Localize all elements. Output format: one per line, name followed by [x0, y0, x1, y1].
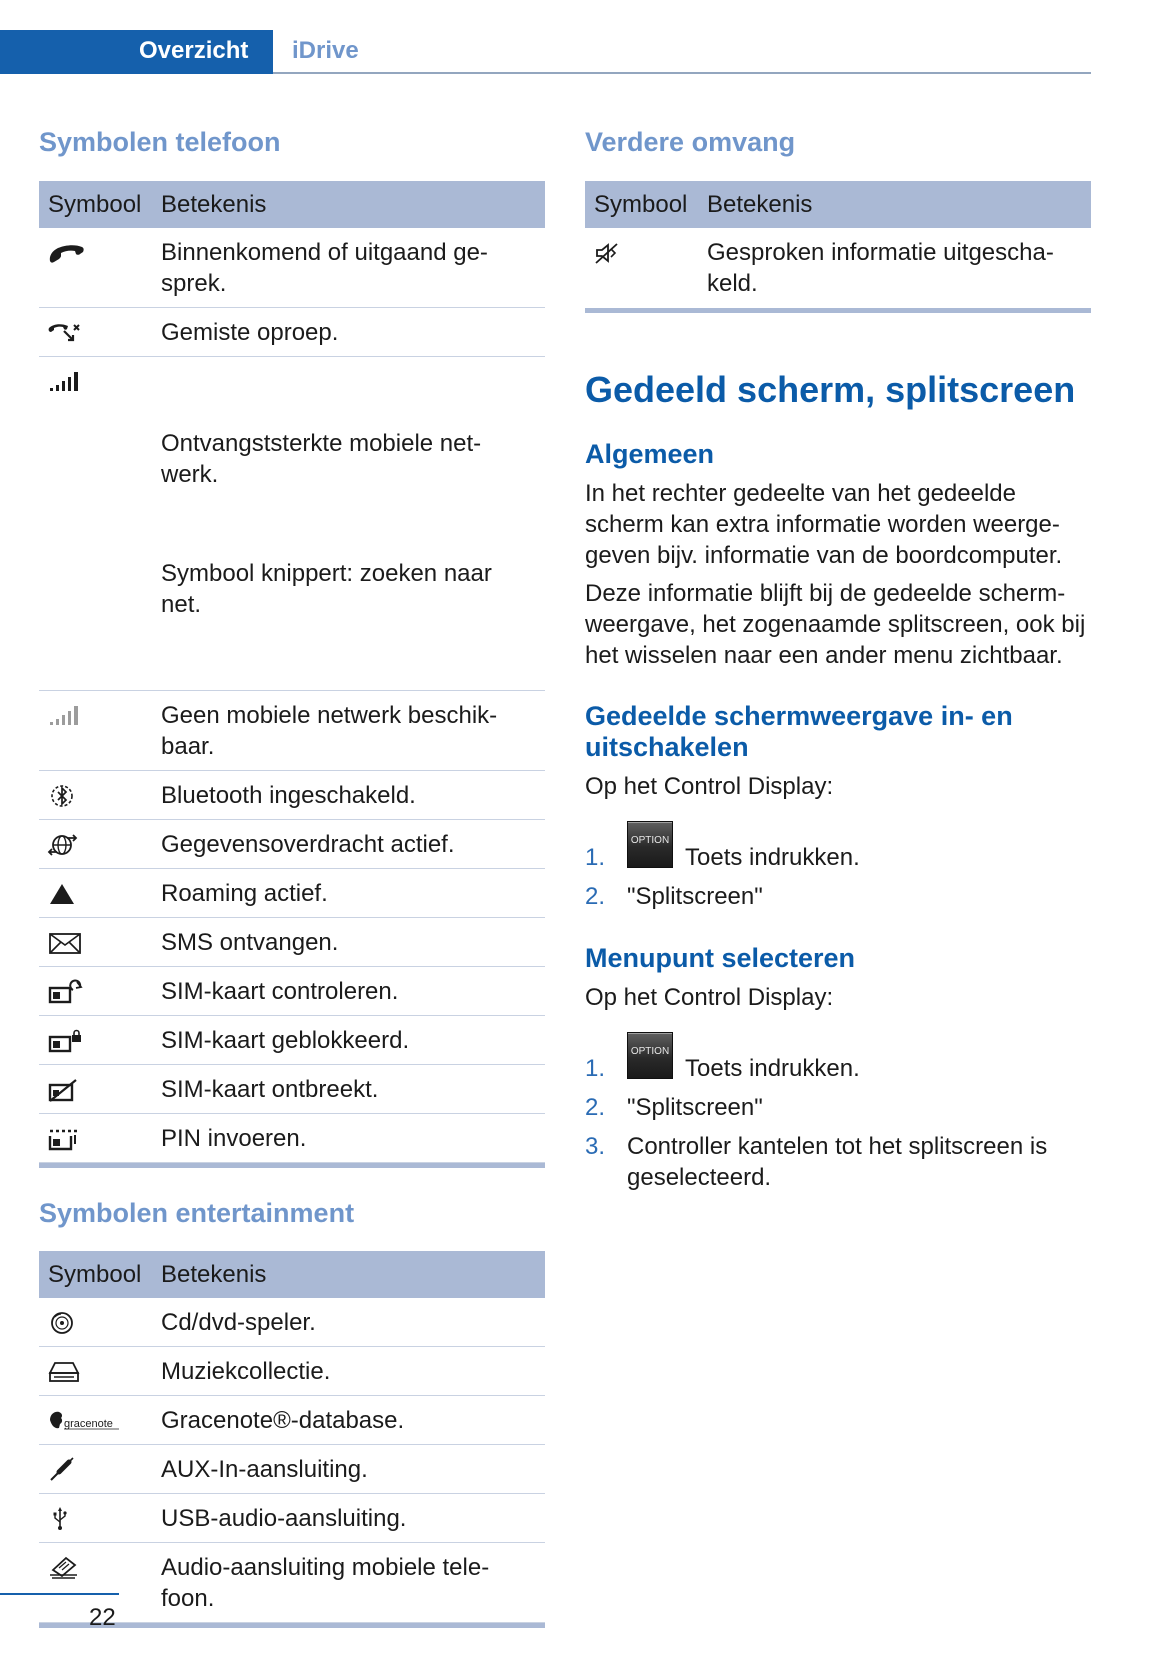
phone-symbols-table — [39, 181, 545, 1168]
table-row — [39, 357, 545, 691]
signal-strength-icon — [47, 369, 87, 395]
step-text: Toets indrukken. — [685, 1055, 860, 1082]
table-end-rule — [39, 1163, 545, 1168]
meaning-cell: Roaming actief. — [161, 880, 328, 907]
meaning-cell: PIN invoeren. — [161, 1125, 307, 1152]
meaning-cell: Audio-aansluiting mobiele tele- foon. — [161, 1554, 490, 1612]
step-text: Toets indrukken. — [685, 844, 860, 871]
symbol-cell — [39, 1405, 161, 1436]
symbol-cell — [39, 1503, 161, 1534]
table-header — [585, 181, 1091, 228]
table-row — [39, 820, 545, 869]
extra-scope-table — [585, 181, 1091, 313]
entertainment-symbols-heading: Symbolen entertainment — [39, 1198, 355, 1228]
step-number: 3. — [585, 1133, 606, 1160]
column-header-symbol: Symbool — [48, 1260, 142, 1288]
usb-icon — [47, 1506, 87, 1532]
list-item — [585, 881, 1105, 912]
symbol-cell — [39, 1123, 161, 1154]
meaning-cell: SIM-kaart geblokkeerd. — [161, 1027, 410, 1054]
toggle-steps — [585, 821, 1105, 912]
meaning-text: Ontvangststerkte mobiele net- werk. — [161, 430, 482, 488]
meaning-cell: SIM-kaart controleren. — [161, 978, 399, 1005]
table-row — [39, 1347, 545, 1396]
toggle-heading: Gedeelde schermweergave in- en uitschakelen — [585, 701, 1013, 762]
speech-output-off-icon — [593, 240, 633, 266]
table-row — [39, 1396, 545, 1445]
select-heading: Menupunt selecteren — [585, 943, 856, 973]
toggle-intro: Op het Control Display: — [585, 773, 834, 800]
symbol-cell — [39, 1074, 161, 1105]
meaning-cell: Gesproken informatie uitgescha- keld. — [707, 239, 1054, 297]
roaming-icon — [47, 881, 87, 907]
meaning-cell: Muziekcollectie. — [161, 1358, 331, 1385]
step-number: 1. — [585, 844, 606, 871]
table-row — [39, 1114, 545, 1163]
extra-scope-heading: Verdere omvang — [585, 127, 796, 157]
no-network-icon — [47, 703, 87, 729]
meaning-cell: Bluetooth ingeschakeld. — [161, 782, 416, 809]
list-item — [585, 1131, 1105, 1193]
column-header-symbol: Symbool — [594, 190, 688, 218]
tab-idrive[interactable]: iDrive — [292, 37, 359, 64]
bluetooth-icon — [47, 783, 87, 809]
meaning-cell: Gemiste oproep. — [161, 319, 339, 346]
page-title: Gedeeld scherm, splitscreen — [585, 369, 1076, 410]
sim-check-icon — [47, 979, 87, 1005]
table-row — [39, 691, 545, 771]
general-paragraph: In het rechter gedeelte van het gedeelde scherm kan extra informatie worden weerge- geven bijv. informatie van de boordcomputer. — [585, 480, 1063, 569]
symbol-cell — [39, 976, 161, 1007]
tab-overzicht[interactable]: Overzicht — [139, 37, 249, 64]
symbol-cell — [39, 317, 161, 348]
column-header-meaning: Betekenis — [707, 190, 813, 218]
table-header — [39, 1251, 545, 1298]
table-header — [39, 181, 545, 228]
symbol-cell — [39, 237, 161, 299]
meaning-cell: SMS ontvangen. — [161, 929, 339, 956]
right-column — [585, 124, 1105, 1193]
symbol-cell — [39, 1454, 161, 1485]
table-end-rule — [585, 308, 1091, 313]
option-button-image: OPTION — [627, 821, 673, 868]
gracenote-logo-text: gracenote — [64, 1418, 113, 1430]
table-row — [39, 918, 545, 967]
meaning-cell: Gracenote®-database. — [161, 1407, 405, 1434]
symbol-cell — [39, 780, 161, 811]
symbol-cell — [39, 366, 161, 682]
table-row — [39, 228, 545, 308]
step-number: 1. — [585, 1055, 606, 1082]
sms-icon — [47, 930, 87, 956]
data-transfer-icon — [47, 832, 87, 858]
meaning-cell: Gegevensoverdracht actief. — [161, 831, 455, 858]
symbol-cell — [39, 927, 161, 958]
cd-dvd-icon — [47, 1310, 87, 1336]
table-row — [39, 967, 545, 1016]
step-text: "Splitscreen" — [627, 883, 763, 910]
table-row — [39, 1494, 545, 1543]
meaning-cell: Cd/dvd-speler. — [161, 1309, 316, 1336]
symbol-cell — [585, 237, 707, 299]
phone-call-icon — [47, 240, 87, 266]
step-number: 2. — [585, 883, 606, 910]
list-item — [585, 821, 1105, 873]
table-row — [39, 1065, 545, 1114]
phone-symbols-heading: Symbolen telefoon — [39, 127, 281, 157]
aux-in-icon — [47, 1457, 87, 1483]
sim-locked-icon — [47, 1028, 87, 1054]
music-collection-icon — [47, 1359, 87, 1385]
table-row — [585, 228, 1091, 308]
left-column — [39, 124, 545, 1628]
meaning-cell: Binnenkomend of uitgaand ge- sprek. — [161, 239, 488, 297]
page-number-rule — [0, 1593, 119, 1595]
table-row — [39, 1298, 545, 1347]
symbol-cell — [39, 1307, 161, 1338]
phone-audio-icon — [47, 1555, 87, 1581]
general-heading: Algemeen — [585, 439, 715, 469]
step-text: Controller kantelen tot het splitscreen is geselecteerd. — [627, 1133, 1048, 1191]
meaning-cell: AUX-In-aansluiting. — [161, 1456, 368, 1483]
select-steps — [585, 1032, 1105, 1193]
column-header-symbol: Symbool — [48, 190, 142, 218]
symbol-cell — [39, 1025, 161, 1056]
sim-missing-icon — [47, 1077, 87, 1103]
meaning-cell: SIM-kaart ontbreekt. — [161, 1076, 379, 1103]
table-row — [39, 1445, 545, 1494]
symbol-cell — [39, 1356, 161, 1387]
step-text: "Splitscreen" — [627, 1094, 763, 1121]
missed-call-icon — [47, 320, 87, 346]
list-item — [585, 1092, 1105, 1123]
symbol-cell — [39, 829, 161, 860]
page-number: 22 — [89, 1604, 116, 1631]
option-button-image: OPTION — [627, 1032, 673, 1079]
table-row — [39, 869, 545, 918]
symbol-cell — [39, 878, 161, 909]
table-row — [39, 308, 545, 357]
table-row — [39, 771, 545, 820]
symbol-cell — [39, 700, 161, 762]
meaning-cell: Geen mobiele netwerk beschik- baar. — [161, 702, 498, 760]
step-number: 2. — [585, 1094, 606, 1121]
entertainment-symbols-table — [39, 1251, 545, 1628]
column-header-meaning: Betekenis — [161, 1260, 267, 1288]
general-paragraph: Deze informatie blijft bij de gedeelde scherm- weergave, het zogenaamde splitscreen, ook bij het wisselen naar een ander menu zichtbaar. — [585, 580, 1086, 669]
table-row — [39, 1016, 545, 1065]
select-intro: Op het Control Display: — [585, 984, 834, 1011]
meaning-note: Symbool knippert: zoeken naar net. — [161, 560, 492, 618]
column-header-meaning: Betekenis — [161, 190, 267, 218]
meaning-cell: USB-audio-aansluiting. — [161, 1505, 407, 1532]
pin-entry-icon — [47, 1126, 87, 1152]
gracenote-logo-icon — [47, 1408, 125, 1434]
list-item — [585, 1032, 1105, 1084]
meaning-cell — [161, 366, 492, 682]
